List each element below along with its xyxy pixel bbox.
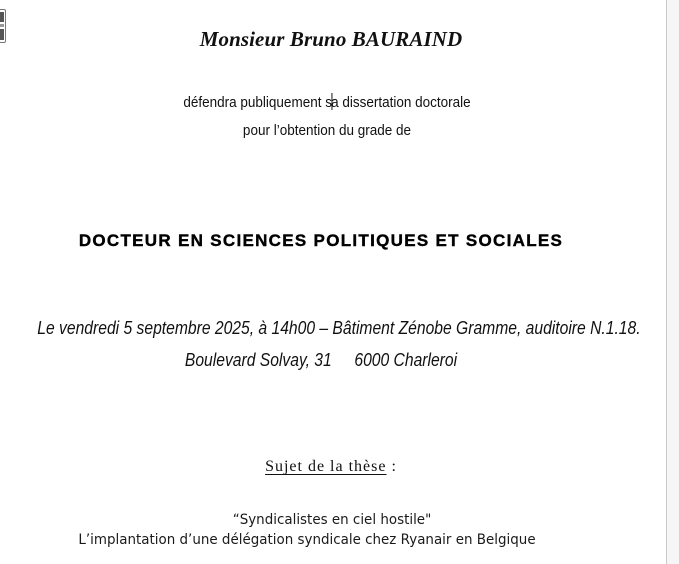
anchor-icon-top [0, 12, 4, 22]
intro-line-2: pour l’obtention du grade de [242, 122, 412, 139]
date-location: Le vendredi 5 septembre 2025, à 14h00 – Bâtiment Zénobe Gramme, auditoire N.1.18. [37, 318, 641, 338]
vertical-scrollbar-track[interactable] [666, 0, 679, 564]
address-city: 6000 Charleroi [354, 350, 458, 370]
degree-title: DOCTEUR EN SCIENCES POLITIQUES ET SOCIALES [78, 231, 564, 250]
subject-heading [0, 458, 664, 476]
address-street: Boulevard Solvay, 31 [184, 350, 332, 370]
address [31, 350, 610, 371]
intro-text-after-cursor: a dissertation doctorale [331, 94, 471, 111]
subject-label: Sujet de la thèse [265, 458, 387, 475]
intro-text-before-cursor: défendra publiquement s [183, 94, 332, 111]
intro-line-1 [27, 93, 626, 111]
thesis-title: “Syndicalistes en ciel hostile" [232, 512, 432, 528]
thesis-subtitle: L’implantation d’une délégation syndicale chez Ryanair en Belgique [78, 532, 536, 548]
subject-colon: : [386, 458, 397, 475]
candidate-name: Monsieur Bruno BAURAIND [199, 27, 463, 51]
